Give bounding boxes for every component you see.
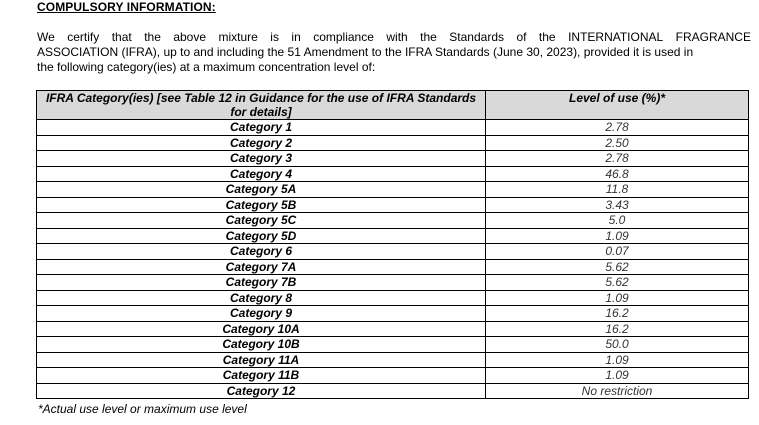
category-cell: Category 9 [37, 306, 486, 322]
paragraph-word: of [516, 30, 527, 44]
level-cell: 2.78 [486, 151, 749, 167]
paragraph-line-1 [37, 30, 751, 45]
level-cell: 0.07 [486, 244, 749, 260]
table-row [37, 352, 749, 368]
table-row [37, 337, 749, 353]
paragraph-word: in [291, 30, 301, 44]
level-cell: 16.2 [486, 321, 749, 337]
table-row [37, 275, 749, 291]
paragraph-word: We [37, 30, 55, 44]
table-row [37, 259, 749, 275]
table-row [37, 321, 749, 337]
paragraph-line-3: the following category(ies) at a maximum concentration level of: [37, 60, 376, 74]
section-heading: COMPULSORY INFORMATION: [37, 0, 216, 14]
level-cell: 46.8 [486, 166, 749, 182]
table-row [37, 306, 749, 322]
paragraph-word: the [538, 30, 556, 44]
level-cell: 1.09 [486, 352, 749, 368]
level-cell: 16.2 [486, 306, 749, 322]
paragraph-word: with [386, 30, 408, 44]
paragraph-word: the [144, 30, 161, 44]
level-cell: 5.0 [486, 213, 749, 229]
category-cell: Category 3 [37, 151, 486, 167]
category-cell: Category 8 [37, 290, 486, 306]
category-cell: Category 12 [37, 383, 486, 399]
level-cell: 2.78 [486, 120, 749, 136]
category-cell: Category 4 [37, 166, 486, 182]
paragraph-line-2: ASSOCIATION (IFRA), up to and including the 51 Amendment to the IFRA Standards (June 30, 2023), provided it is used in [37, 45, 694, 59]
header-category: IFRA Category(ies) [see Table 12 in Guidance for the use of IFRA Standards for details] [37, 91, 486, 120]
table-row [37, 182, 749, 198]
footnote: *Actual use level or maximum use level [38, 402, 247, 416]
level-cell: 5.62 [486, 275, 749, 291]
category-cell: Category 10A [37, 321, 486, 337]
category-cell: Category 5D [37, 228, 486, 244]
level-cell: 5.62 [486, 259, 749, 275]
level-cell: 2.50 [486, 135, 749, 151]
paragraph-word: that [111, 30, 132, 44]
table-row [37, 368, 749, 384]
table-header-row [37, 91, 749, 120]
ifra-category-table [36, 90, 749, 399]
category-cell: Category 5C [37, 213, 486, 229]
table-row [37, 135, 749, 151]
table-row [37, 166, 749, 182]
level-cell: 3.43 [486, 197, 749, 213]
level-cell: 1.09 [486, 368, 749, 384]
certification-paragraph [37, 30, 751, 75]
category-cell: Category 11B [37, 368, 486, 384]
category-cell: Category 10B [37, 337, 486, 353]
paragraph-word: Standards [449, 30, 504, 44]
paragraph-word: compliance [313, 30, 374, 44]
category-cell: Category 11A [37, 352, 486, 368]
category-cell: Category 7A [37, 259, 486, 275]
category-cell: Category 7B [37, 275, 486, 291]
table-row [37, 383, 749, 399]
paragraph-word: INTERNATIONAL [568, 30, 664, 44]
level-cell: 1.09 [486, 290, 749, 306]
table-row [37, 213, 749, 229]
level-cell: 50.0 [486, 337, 749, 353]
paragraph-word: the [420, 30, 437, 44]
paragraph-word: FRAGRANCE [675, 30, 751, 44]
table-row [37, 197, 749, 213]
category-cell: Category 2 [37, 135, 486, 151]
paragraph-word: above [173, 30, 207, 44]
table-row [37, 244, 749, 260]
level-cell: 1.09 [486, 228, 749, 244]
paragraph-word: is [270, 30, 279, 44]
table-row [37, 228, 749, 244]
category-cell: Category 5B [37, 197, 486, 213]
category-cell: Category 1 [37, 120, 486, 136]
header-level-of-use: Level of use (%)* [486, 91, 749, 120]
level-cell: No restriction [486, 383, 749, 399]
paragraph-word: certify [67, 30, 100, 44]
category-cell: Category 6 [37, 244, 486, 260]
table-row [37, 151, 749, 167]
level-cell: 11.8 [486, 182, 749, 198]
table-row [37, 120, 749, 136]
category-cell: Category 5A [37, 182, 486, 198]
paragraph-word: mixture [218, 30, 258, 44]
table-row [37, 290, 749, 306]
